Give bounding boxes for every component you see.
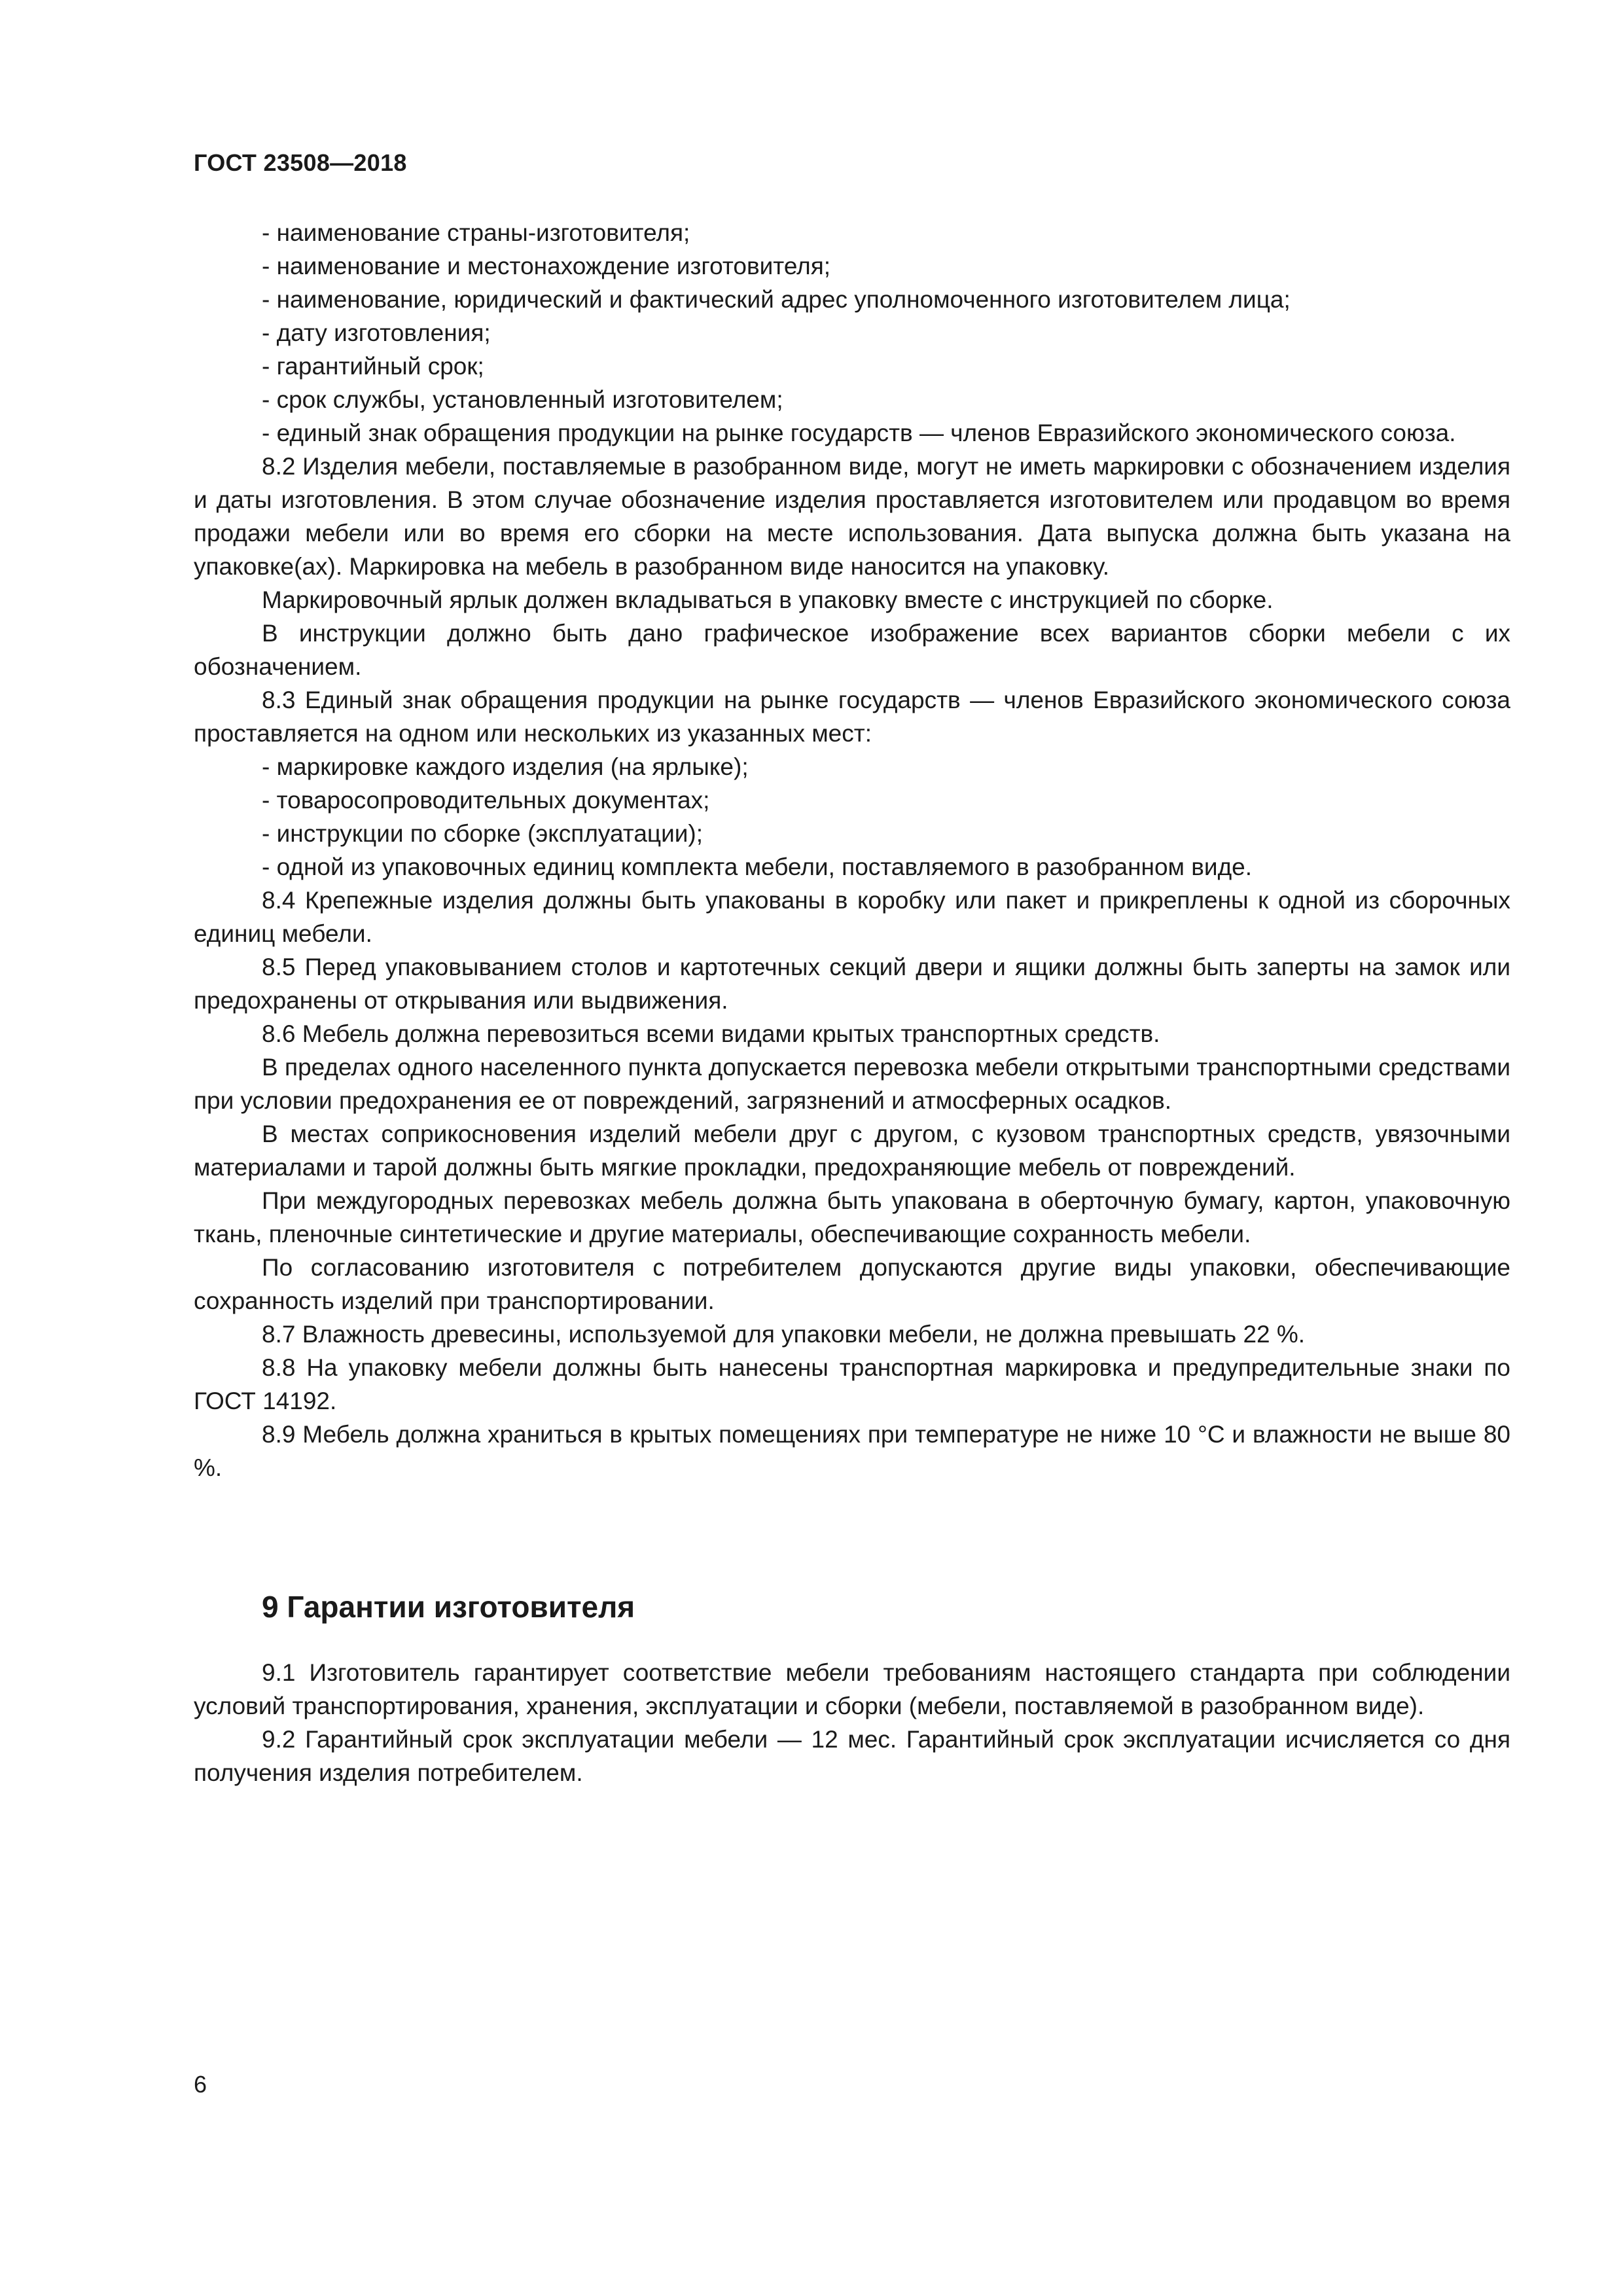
paragraph-8-7: 8.7 Влажность древесины, используемой для упаковки мебели, не должна превышать 22 %. — [262, 1321, 1306, 1348]
paragraph-9-2: 9.2 Гарантийный срок эксплуатации мебели — 12 мес. Гарантийный срок эксплуатации исчисляется со дня получения изделия потребителем. — [194, 1726, 1510, 1786]
paragraph-8-9: 8.9 Мебель должна храниться в крытых помещениях при температуре не ниже 10 °С и влажности не выше 80 %. — [194, 1421, 1510, 1481]
paragraph-8-2-label: Маркировочный ярлык должен вкладываться в упаковку вместе с инструкцией по сборке. — [262, 586, 1274, 613]
paragraph-8-6-local: В пределах одного населенного пункта допускается перевозка мебели открытыми транспортными средствами при условии предохранения ее от повреждений, загрязнений и атмосферных осадков. — [194, 1054, 1510, 1114]
list-item: - дату изготовления; — [262, 319, 491, 346]
paragraph-8-6-intercity: При междугородных перевозках мебель должна быть упакована в оберточную бумагу, картон, упаковочную ткань, пленочные синтетические и другие материалы, обеспечивающие сохранность мебели. — [194, 1187, 1510, 1247]
section-9-title: 9 Гарантии изготовителя — [262, 1590, 635, 1624]
list-item: - одной из упаковочных единиц комплекта мебели, поставляемого в разобранном виде. — [262, 853, 1253, 880]
paragraph-8-2-instruction: В инструкции должно быть дано графическое изображение всех вариантов сборки мебели с их обозначением. — [194, 620, 1510, 680]
paragraph-8-3: 8.3 Единый знак обращения продукции на рынке государств — членов Евразийского экономического союза проставляется на одном или нескольких из указанных мест: — [194, 687, 1510, 747]
paragraph-8-5: 8.5 Перед упаковыванием столов и картотечных секций двери и ящики должны быть заперты на замок или предохранены от открывания или выдвижения. — [194, 954, 1510, 1014]
document-code-header: ГОСТ 23508—2018 — [194, 149, 407, 176]
section-8-continued — [194, 216, 1510, 1484]
list-item: - наименование и местонахождение изготовителя; — [262, 253, 831, 279]
list-item: - маркировке каждого изделия (на ярлыке); — [262, 753, 749, 780]
paragraph-8-6-padding: В местах соприкосновения изделий мебели друг с другом, с кузовом транспортных средств, увязочными материалами и тарой должны быть мягкие прокладки, предохраняющие мебель от повреждений. — [194, 1121, 1510, 1181]
paragraph-8-2: 8.2 Изделия мебели, поставляемые в разобранном виде, могут не иметь маркировки с обозначением изделия и даты изготовления. В этом случае обозначение изделия проставляется изготовителем или продавцом во время продажи мебели или во время его сборки на месте использования. Дата выпуска должна быть указана на упаковке(ах). Маркировка на мебель в разобранном виде наносится на упаковку. — [194, 453, 1510, 580]
list-item: - товаросопроводительных документах; — [262, 787, 710, 814]
list-item: - наименование страны-изготовителя; — [262, 219, 690, 246]
list-item: - инструкции по сборке (эксплуатации); — [262, 820, 704, 847]
list-item: - наименование, юридический и фактический адрес уполномоченного изготовителем лица; — [262, 286, 1291, 313]
list-item: - гарантийный срок; — [262, 353, 484, 380]
section-9-body — [194, 1656, 1510, 1789]
page-number: 6 — [194, 2071, 207, 2098]
paragraph-8-8: 8.8 На упаковку мебели должны быть нанесены транспортная маркировка и предупредительные знаки по ГОСТ 14192. — [194, 1354, 1510, 1414]
paragraph-8-6-agreement: По согласованию изготовителя с потребителем допускаются другие виды упаковки, обеспечивающие сохранность изделий при транспортировании. — [194, 1254, 1510, 1314]
list-item: - единый знак обращения продукции на рынке государств — членов Евразийского экономического союза. — [262, 420, 1456, 446]
paragraph-8-4: 8.4 Крепежные изделия должны быть упакованы в коробку или пакет и прикреплены к одной из сборочных единиц мебели. — [194, 887, 1510, 947]
list-item: - срок службы, установленный изготовителем; — [262, 386, 783, 413]
paragraph-9-1: 9.1 Изготовитель гарантирует соответствие мебели требованиям настоящего стандарта при соблюдении условий транспортирования, хранения, эксплуатации и сборки (мебели, поставляемой в разобранном виде). — [194, 1659, 1510, 1719]
paragraph-8-6: 8.6 Мебель должна перевозиться всеми видами крытых транспортных средств. — [262, 1020, 1160, 1047]
